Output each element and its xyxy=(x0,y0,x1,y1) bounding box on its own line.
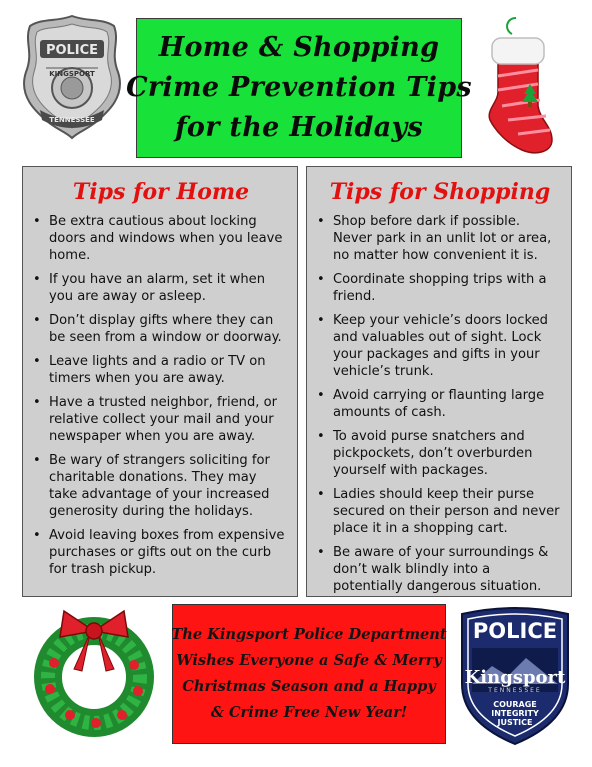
home-tips-panel xyxy=(22,166,298,597)
patch-motto-justice: JUSTICE xyxy=(497,718,533,727)
page-title-line-3: for the Holidays xyxy=(174,112,424,143)
shopping-tips-panel xyxy=(306,166,572,597)
list-item: • Don’t display gifts where they can be seen from a window or doorway. xyxy=(33,312,289,346)
patch-city-text: Kingsport xyxy=(464,667,566,688)
shopping-tips-list xyxy=(317,213,563,595)
list-item: • Avoid carrying or flaunting large amounts of cash. xyxy=(317,387,563,421)
christmas-wreath-icon xyxy=(30,607,158,737)
list-item: • Keep your vehicle’s doors locked and valuables out of sight. Lock your packages and gifts in your vehicle’s trunk. xyxy=(317,312,563,380)
home-tips-heading: Tips for Home xyxy=(72,179,250,205)
holiday-message-line-1: The Kingsport Police Department xyxy=(171,626,447,643)
patch-motto-courage: COURAGE xyxy=(493,700,537,709)
badge-top-police-text: POLICE xyxy=(45,43,99,58)
list-item: • If you have an alarm, set it when you are away or asleep. xyxy=(33,271,289,305)
police-patch-logo xyxy=(456,604,574,746)
christmas-stocking-icon xyxy=(478,16,560,156)
list-item: • Have a trusted neighbor, friend, or relative collect your mail and your newspaper when you are away. xyxy=(33,394,289,445)
title-banner xyxy=(126,18,472,158)
holiday-message-line-4: & Crime Free New Year! xyxy=(210,704,408,721)
shopping-tips-heading: Tips for Shopping xyxy=(329,179,551,205)
list-item: • Coordinate shopping trips with a friend. xyxy=(317,271,563,305)
list-item: • Be extra cautious about locking doors and windows when you leave home. xyxy=(33,213,289,264)
patch-motto-integrity: INTEGRITY xyxy=(491,709,539,718)
police-badge-logo xyxy=(18,12,126,140)
badge-top-state-text: TENNESSEE xyxy=(49,116,95,124)
list-item: • Ladies should keep their purse secured on their person and never place it in a shopping cart. xyxy=(317,486,563,537)
list-item: • Be wary of strangers soliciting for charitable donations. They may take advantage of your increased generosity during the holidays. xyxy=(33,452,289,520)
list-item: • To avoid purse snatchers and pickpockets, don’t overburden yourself with packages. xyxy=(317,428,563,479)
list-item: • Leave lights and a radio or TV on timers when you are away. xyxy=(33,353,289,387)
badge-top-city-text: KINGSPORT xyxy=(49,70,95,78)
list-item: • Shop before dark if possible. Never park in an unlit lot or area, no matter how convenient it is. xyxy=(317,213,563,264)
holiday-message-line-2: Wishes Everyone a Safe & Merry xyxy=(176,652,442,669)
page-title-line-2: Crime Prevention Tips xyxy=(126,72,472,103)
patch-police-text: POLICE xyxy=(472,619,558,643)
patch-state-text: TENNESSEE xyxy=(488,687,542,694)
page-title-line-1: Home & Shopping xyxy=(158,32,440,63)
holiday-message-line-3: Christmas Season and a Happy xyxy=(182,678,436,695)
home-tips-list xyxy=(33,213,289,578)
list-item: • Avoid leaving boxes from expensive purchases or gifts out on the curb for trash pickup. xyxy=(33,527,289,578)
holiday-message-banner xyxy=(172,604,446,744)
list-item: • Be aware of your surroundings & don’t walk blindly into a potentially dangerous situation. xyxy=(317,544,563,595)
